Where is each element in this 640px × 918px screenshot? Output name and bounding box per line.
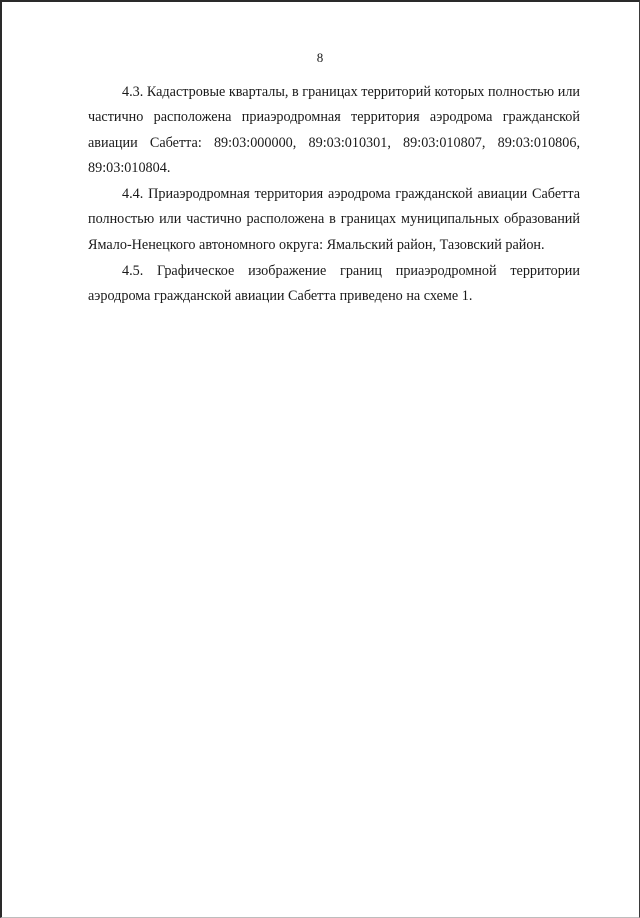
paragraph-4-3: 4.3. Кадастровые кварталы, в границах территорий которых полностью или частично расположена приаэродромная территория аэродрома гражданской авиации Сабетта: 89:03:000000, 89:03:010301, 89:03:010807, 89:03:010806, 89:03:010804. <box>88 84 580 176</box>
page-number: 8 <box>316 50 324 65</box>
paragraph-4-5: 4.5. Графическое изображение границ приаэродромной территории аэродрома гражданской авиации Сабетта приведено на схеме 1. <box>88 263 580 305</box>
paragraph-4-4: 4.4. Приаэродромная территория аэродрома гражданской авиации Сабетта полностью или частично расположена в границах муниципальных образований Ямало-Ненецкого автономного округа: Ямальский район, Тазовский район. <box>88 186 580 253</box>
document-body <box>88 80 580 311</box>
